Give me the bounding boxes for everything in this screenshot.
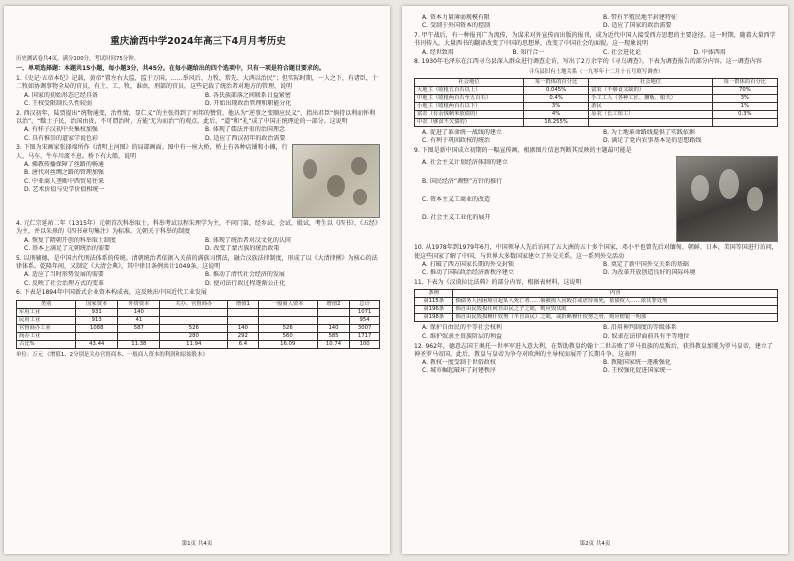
table-cell — [258, 316, 317, 324]
question-3-options — [24, 161, 288, 194]
option: C. 基本上满足了元朝统治的需要 — [24, 244, 111, 252]
table-cell: 1% — [712, 103, 777, 111]
table-cell: 954 — [350, 316, 380, 324]
table-header-cell: 国家资本 — [76, 300, 118, 308]
option: D. 奴隶在法律面前具有平等地位 — [603, 332, 690, 340]
option: D. 社会主义工业化的展开 — [422, 214, 491, 222]
question-12-options — [422, 359, 778, 376]
table-cell: 民用工业 — [17, 316, 76, 324]
table-row — [17, 316, 380, 324]
option: D. 适应了西汉初年的政治需要 — [205, 134, 286, 142]
land-survey-table — [414, 78, 778, 127]
option: A. 有样子汉初中央集权加强 — [24, 126, 98, 134]
question-2: 2. 西汉初年，陆贾提出“统物通变，治性情，显仁义”的主张得到了刘邦的赞赏。他认为“逆事之变顺应民义”，指出君臣“倘持以利而怀利以治”，“黜士子民，治国由贵，不可谓治时，方能‘无为而治’”的观点。此后，“道”和“礼”成了中国正统理论的一部分。这说明 — [16, 109, 376, 126]
table-row — [415, 298, 778, 306]
table-cell: 富农（不够食又缺的） — [589, 87, 713, 95]
option: A. 资本力量薄弱规模有限 — [422, 14, 490, 21]
table-cell: 585 — [317, 332, 349, 340]
option: B. 体现了儒法并重的治国理念 — [205, 126, 285, 134]
painting-image — [292, 144, 380, 218]
table-cell: 43.44 — [76, 340, 118, 348]
question-8: 8. 1930年毛泽东在江西寻乌县深入群众进行调查走访，写出了2万余字的《寻乌调查》。下表为调查报告的部分内容。这一调查内容 — [414, 58, 762, 66]
question-7-options — [422, 49, 778, 57]
table-cell: 292 — [228, 332, 259, 340]
question-9-options — [422, 159, 672, 222]
question-4: 4. 元仁宗延祐二年（1315年）元朝首次科举取士。科举考试以程朱理学为主，不问门第，经乡试、会试、殿试，考生以《四书》、《五经》为主，并以朱熹的《四书章句集注》为标准。元朝关于科举的制度 — [16, 219, 378, 236]
table-cell: 280 — [160, 332, 228, 340]
table-cell: 倘债务人因困境引起某人死亡者……倘被拘人因殴打或虐待而死，依债权人……依其罪处刑 — [453, 298, 778, 306]
table-cell: 富农（有余钱剩米放债的） — [415, 111, 524, 119]
page-number: 第1页 共4页 — [181, 540, 213, 547]
table-cell — [118, 332, 160, 340]
question-8-options — [422, 129, 778, 146]
table-cell: 倘自由民毁损穆什钦努（半自由民）之眼，或折断穆什钦努之骨，则应赔银一明那 — [453, 314, 778, 322]
option: D. 艺术价值与史学价值相统一 — [24, 185, 105, 193]
table-cell: 526 — [160, 324, 228, 332]
option: B. 推动了清代社会经济的发展 — [205, 271, 285, 279]
table-header-cell: 每一群体的百分比 — [523, 79, 588, 87]
option: A. 佛教传播保障了丝路的畅通 — [24, 161, 104, 169]
table-header-row — [415, 79, 778, 87]
question-11: 11. 下表为《汉谟拉比法典》的部分内容，根据表材料，这说明 — [414, 279, 582, 287]
table-cell: 587 — [118, 324, 160, 332]
option: A. 教权一度受制于世俗政权 — [422, 359, 496, 367]
option: C. 受制于外国资本的控制 — [422, 22, 491, 30]
option: C. 王权受限制长久性较弱 — [24, 99, 93, 107]
option: C. 城市崛起破坏了封建秩序 — [422, 367, 497, 375]
table-header-cell: 增值2 — [317, 300, 349, 308]
option: A. 恢复了隋朝开创的科举取士制度 — [24, 236, 116, 244]
table-header-cell: 关办、官督商办 — [160, 300, 228, 308]
table-cell: 140 — [317, 324, 349, 332]
question-3: 3. 下图为宋画家张择端所作《清明上河图》的局部画面。图中有一座大桥，桥上有各种店铺和小摊，行人、马车、牛车川流不息。桥下有大船，说明 — [16, 144, 288, 160]
option: D. 使司法行政过程逐渐公正化 — [205, 279, 286, 287]
table-cell: 中地主（收租两百石至五百石） — [415, 95, 524, 103]
question-10-options — [422, 261, 778, 278]
table-cell: 占比% — [17, 340, 76, 348]
table-header-cell: 条例 — [415, 290, 453, 298]
exam-note: 历史测试卷共4页，满分100分，考试时间75分钟。 — [16, 56, 140, 62]
table-row — [415, 95, 778, 103]
table-header-cell: 总计 — [350, 300, 380, 308]
table-cell: 1088 — [76, 324, 118, 332]
table-cell: 游民 — [589, 103, 713, 111]
code-table — [414, 289, 778, 322]
table-cell: 560 — [258, 332, 317, 340]
table-row — [415, 103, 778, 111]
exam-page-1 — [4, 6, 390, 554]
table-body — [415, 87, 778, 127]
table-header-cell: 增值1 — [228, 300, 259, 308]
table-header-cell: 每一群体的百分比 — [712, 79, 777, 87]
table-cell — [317, 316, 349, 324]
question-10: 10. 从1978年到1979年6月，中国领导人先后访问了五大洲的五十多个国家，邓小平也曾先后对缅甸、朝鲜、日本、美国等国进行访问，使这些国家了解了中国，与世界大多数国家建立了外交关系。这一系列外交活动 — [414, 244, 778, 260]
option: B. 奠定了新中国外交关系的基础 — [603, 261, 689, 269]
table-cell — [228, 316, 259, 324]
option: B. 各氏族部落之间联系日益紧密 — [205, 91, 291, 99]
capital-table — [16, 300, 380, 349]
table-cell — [258, 308, 317, 316]
table-row — [17, 324, 380, 332]
table-header-cell: 一般商人资本 — [258, 300, 317, 308]
option: D. 中体西用 — [693, 48, 726, 56]
question-5: 5. 以刑辅德，是中国古代刑法体系的传统。清朝统治者依据入关前的满族习惯法，融合汉族法律制度，形成了以《大清律例》为核心的法律体系。乾隆年间，又制定《大清会典》，其中律目条例共计1049条。这说明 — [16, 254, 378, 270]
table-cell: 3% — [712, 95, 777, 103]
table-cell: 手工工人（各种工匠、摊贩、船夫） — [589, 95, 713, 103]
option: B. 知行合一 — [512, 48, 545, 56]
table-row — [17, 308, 380, 316]
table-cell — [712, 119, 777, 127]
table-cell: 70% — [712, 87, 777, 95]
section-heading: 一、单项选择题：本题共15小题，每小题3分，共45分。在每小题给出的四个选项中，只有一项是符合题目要求的。 — [16, 65, 325, 73]
table-cell — [160, 316, 228, 324]
figure-shape — [719, 169, 739, 199]
option: A. 打破了西方国家长期的外交封锁 — [422, 261, 514, 269]
option: B. 为土地革命路线提供了实践依据 — [603, 129, 695, 137]
page-number: 第2页 共4页 — [579, 540, 611, 547]
option: D. 王权强化促进国家统一 — [603, 367, 672, 375]
propaganda-photo — [676, 156, 778, 242]
table-cell: 16.09 — [258, 340, 317, 348]
option: B. 带有半殖民地半封建特征 — [603, 14, 677, 21]
question-2-options — [24, 126, 380, 143]
table-cell — [589, 119, 713, 127]
option: A. 社会主义计划经济体制的建立 — [422, 159, 508, 167]
table-header-row — [17, 300, 380, 308]
option: A. 促进了革命统一战线的建立 — [422, 129, 502, 137]
table-row — [17, 340, 380, 348]
option: A. 保护自由民的平等社会权利 — [422, 324, 502, 332]
table-caption: 寻乌县旧有土地关系（一九零年十二月十五号填写调查） — [528, 68, 664, 75]
option: A. 适应了当时形势发展的需要 — [24, 271, 104, 279]
table-cell: 小地主（收租两百石以下） — [415, 103, 524, 111]
table-cell: 1717 — [350, 332, 380, 340]
option: D. 适应了国家的政治需要 — [603, 22, 672, 30]
table-cell: 11.94 — [160, 340, 228, 348]
question-6-options — [422, 14, 778, 31]
table-cell: 10.74 — [317, 340, 349, 348]
question-1-options — [24, 92, 380, 109]
option: C. 资本主义工商业的改造 — [422, 196, 491, 204]
question-6: 6. 下表是1894年中国新式企业资本构成表，这反映出中国近代工业发展 — [16, 289, 207, 297]
page-title: 重庆渝西中学2024年高三下4月月考历史 — [110, 36, 286, 47]
option: C. 推动了国际政治经济新秩序建立 — [422, 269, 515, 277]
table-cell: 100 — [350, 340, 380, 348]
table-cell: 18.255% — [523, 119, 588, 127]
table-cell: 6.4 — [228, 340, 259, 348]
table-header-cell: 内容 — [453, 290, 778, 298]
question-7: 7. 甲午战后，有一种报刊广为流传，为谋求对外宣传而出版的报刊，成为近代中国人接受西方思想的主要途径。这一时期，随着大量西学书刊传入，大量西书的翻译改变了中国的思想界，改变了中国社会的面貌。这一现象说明 — [414, 32, 776, 48]
table-cell: 931 — [76, 308, 118, 316]
table-note: 单位：万元 《增值1、2分别是关办官督商本、一般商人资本的利润和原始股本》 — [16, 351, 208, 358]
table-cell: 3007 — [350, 324, 380, 332]
table-cell: 140 — [228, 324, 259, 332]
option: A. 经世致用 — [422, 48, 454, 56]
table-header-cell: 社会地位 — [589, 79, 713, 87]
table-cell: 第196条 — [415, 306, 453, 314]
table-cell: 大地主（收租五百石以上） — [415, 87, 524, 95]
question-5-options — [24, 271, 380, 288]
table-cell: 526 — [258, 324, 317, 332]
table-cell: 0.3% — [712, 111, 777, 119]
table-row — [415, 306, 778, 314]
table-cell: 第115条 — [415, 298, 453, 306]
option: D. 为改革开放创造良好的国际环境 — [603, 269, 696, 277]
option: C. 中亚商人垄断中西贸易往来 — [24, 177, 105, 185]
table-row — [415, 111, 778, 119]
figure-shape — [353, 189, 367, 205]
table-cell: 0.045% — [523, 87, 588, 95]
option: B. 沿用神判制度的等级体系 — [603, 324, 677, 332]
figure-shape — [303, 159, 317, 179]
table-cell: 4% — [523, 111, 588, 119]
question-9: 9. 下图是新中国成立初期的一幅宣传画，根据图片信息判断其反映的主题最可能是 — [414, 147, 632, 155]
table-row — [415, 87, 778, 95]
table-body — [415, 298, 778, 322]
table-cell: 第198条 — [415, 314, 453, 322]
table-cell — [317, 308, 349, 316]
option: C. 维护奴隶主贵族阶层的利益 — [422, 332, 503, 340]
table-cell: 0.4% — [523, 95, 588, 103]
option: B. 国民经济“调整”方针的推行 — [422, 177, 503, 185]
option: D. 满足了党内农事基本是的思想路线 — [603, 137, 702, 145]
table-cell: 1071 — [350, 308, 380, 316]
option: C. 反映了社会治理方式的变革 — [24, 279, 105, 287]
exam-page-2 — [402, 6, 788, 554]
option: A. 国家的初始形态已经具备 — [24, 91, 98, 99]
table-cell: 3% — [523, 103, 588, 111]
table-cell: 中农（够食不欠债的） — [415, 119, 524, 127]
table-header-cell: 社会地位 — [415, 79, 524, 87]
table-cell — [228, 308, 259, 316]
option: B. 唐代对丝绸之路的管理加强 — [24, 169, 104, 177]
table-cell: 41 — [118, 316, 160, 324]
table-header-cell: 类别 — [17, 300, 76, 308]
table-cell: 倘自由民毁损任何自由民之子之眼，则应毁其眼 — [453, 306, 778, 314]
table-cell: 140 — [118, 308, 160, 316]
table-row — [415, 314, 778, 322]
question-1: 1.《史记·五帝本纪》记载，黄帝“置左右大监，监于万国。……举风后、力牧、常先、大鸿以治民”；但实际时期，一人之下，有诸臣，十二牧如协调事物全局的官员，有土、工、牧，谁由，刑部的官员。这些记载了统治者对地方的管理，说明 — [16, 75, 378, 91]
question-11-options — [422, 324, 778, 341]
option: C. 社会进化论 — [603, 48, 642, 56]
option: C. 具有推崇的道家学说色彩 — [24, 134, 99, 142]
table-body — [17, 308, 380, 348]
figure-shape — [327, 175, 345, 197]
table-cell: 913 — [76, 316, 118, 324]
question-12: 12. 962年，德意志国王奥托一世率军进入意大利，在帮助教皇约翰十二世击败了罗马贵族的反叛后，获得教皇加冕为罗马皇帝，建立了神圣罗马帝国。此后，教皇与皇帝为争夺对欧洲的主导权而展开了长期斗争。这表明 — [414, 342, 773, 358]
option: D. 开始出现政治管理和职能分化 — [205, 99, 292, 107]
table-cell — [76, 332, 118, 340]
table-row — [17, 332, 380, 340]
figure-shape — [691, 175, 709, 201]
option: B. 体现了统治者对汉文化的认同 — [205, 236, 291, 244]
table-cell: 商办工业 — [17, 332, 76, 340]
table-header-cell: 外资资本 — [118, 300, 160, 308]
table-row — [415, 119, 778, 127]
table-cell: 原农（长工短工） — [589, 111, 713, 119]
option: C. 有利于巩固政权的统治 — [422, 137, 491, 145]
table-cell — [160, 308, 228, 316]
question-4-options — [24, 237, 380, 254]
table-cell: 军用工业 — [17, 308, 76, 316]
option: B. 教随国家统一逐渐强化 — [603, 359, 671, 367]
figure-shape — [747, 187, 763, 211]
table-cell: 11.38 — [118, 340, 160, 348]
option: D. 改变了蒙古族的统治政策 — [205, 244, 280, 252]
figure-shape — [351, 157, 367, 175]
table-header-row — [415, 290, 778, 298]
table-cell: 官督商办工业 — [17, 324, 76, 332]
